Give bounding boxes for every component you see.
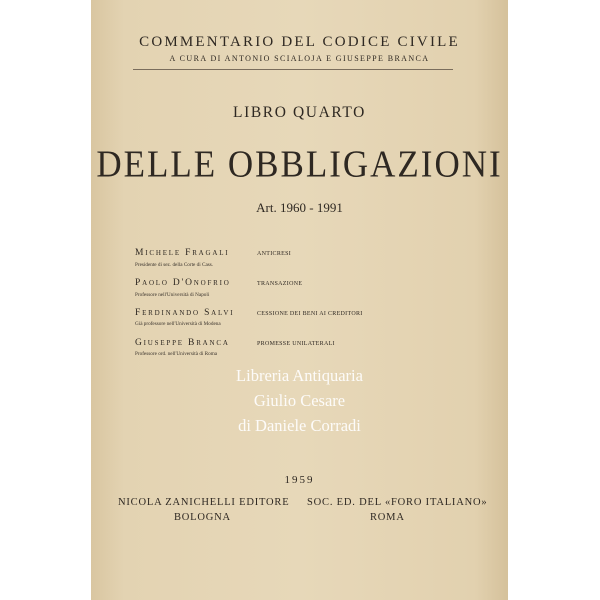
city-left: BOLOGNA (174, 512, 231, 523)
contributor-name: Paolo D'Onofrio (135, 278, 231, 288)
contributor-name: Michele Fragali (135, 248, 230, 258)
watermark-line: di Daniele Corradi (238, 416, 361, 435)
series-title: COMMENTARIO DEL CODICE CIVILE (139, 34, 460, 50)
publisher-right: SOC. ED. DEL «FORO ITALIANO» (307, 497, 488, 508)
contributor-role: Professore ord. nell'Università di Roma (135, 351, 218, 357)
watermark-line: Libreria Antiquaria (236, 366, 363, 385)
contributor-topic: ANTICRESI (257, 251, 292, 257)
title-page (91, 0, 508, 600)
editors-line: A CURA DI ANTONIO SCIALOJA E GIUSEPPE BRANCA (169, 54, 430, 63)
publication-year: 1959 (284, 474, 315, 486)
contributor-topic: TRANSAZIONE (257, 281, 303, 287)
articles-range: Art. 1960 - 1991 (256, 200, 343, 215)
publisher-left: NICOLA ZANICHELLI EDITORE (118, 497, 290, 508)
header-divider (133, 69, 453, 70)
contributor-topic: CESSIONE DEI BENI AI CREDITORI (257, 311, 363, 317)
contributor-topic: PROMESSE UNILATERALI (257, 341, 335, 347)
contributor-role: Già professore nell'Università di Modena (135, 321, 221, 327)
contributor-role: Presidente di sez. della Corte di Cass. (135, 262, 214, 268)
contributor-name: Giuseppe Branca (135, 338, 230, 348)
city-right: ROMA (370, 512, 405, 523)
main-title: DELLE OBBLIGAZIONI (96, 143, 503, 186)
contributor-role: Professore nell'Università di Napoli (135, 292, 210, 298)
watermark-line: Giulio Cesare (253, 391, 346, 410)
contributor-name: Ferdinando Salvi (135, 308, 235, 318)
book-label: LIBRO QUARTO (233, 104, 366, 121)
